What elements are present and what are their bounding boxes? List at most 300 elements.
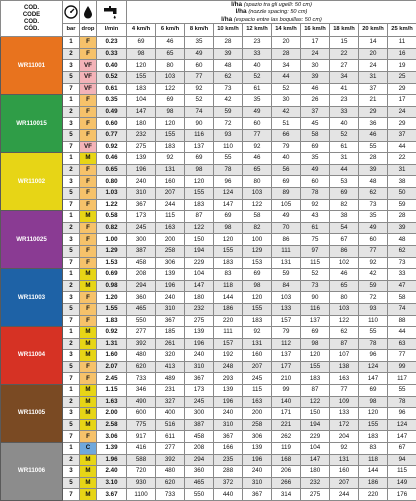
rate-cell-speed-5: 42 xyxy=(272,106,301,118)
pressure-bar-cell: 5 xyxy=(63,187,80,199)
rate-cell-speed-0: 465 xyxy=(127,303,156,315)
rate-cell-speed-3: 155 xyxy=(214,245,243,257)
rate-cell-speed-2: 194 xyxy=(185,245,214,257)
rate-cell-speed-8: 78 xyxy=(359,338,388,350)
rate-cell-speed-5: 59 xyxy=(272,269,301,281)
rate-cell-speed-2: 77 xyxy=(185,72,214,84)
rate-cell-speed-7: 103 xyxy=(330,303,359,315)
rate-cell-speed-0: 232 xyxy=(127,130,156,142)
flow-lmin-cell: 1.83 xyxy=(97,315,127,327)
lha-sub-en: (nozzle spacing: 50 cm) xyxy=(248,9,307,15)
table-row xyxy=(1,72,416,84)
table-row xyxy=(1,350,416,362)
pressure-bar-cell: 1 xyxy=(63,443,80,455)
nozzle-code-cell: WR110015 xyxy=(1,95,63,153)
rate-cell-speed-6: 275 xyxy=(301,489,330,501)
flow-lmin-cell: 0.52 xyxy=(97,72,127,84)
rate-cell-speed-8: 183 xyxy=(359,431,388,443)
table-row xyxy=(1,431,416,443)
rate-cell-speed-4: 61 xyxy=(243,83,272,95)
rate-cell-speed-8: 31 xyxy=(359,72,388,84)
flow-lmin-cell: 1.20 xyxy=(97,292,127,304)
rate-cell-speed-0: 139 xyxy=(127,153,156,165)
flow-lmin-cell: 0.92 xyxy=(97,141,127,153)
rate-cell-speed-8: 55 xyxy=(359,141,388,153)
rate-cell-speed-4: 155 xyxy=(243,303,272,315)
rate-cell-speed-4: 92 xyxy=(243,141,272,153)
lha-title-it: l/ha xyxy=(231,1,242,8)
droplet-class-cell: VF xyxy=(80,72,97,84)
droplet-class-cell: M xyxy=(80,477,97,489)
rate-cell-speed-1: 196 xyxy=(156,280,185,292)
rate-cell-speed-4: 92 xyxy=(243,327,272,339)
rate-cell-speed-2: 310 xyxy=(185,361,214,373)
rate-cell-speed-9: 58 xyxy=(388,292,416,304)
pressure-bar-cell: 5 xyxy=(63,130,80,142)
rate-cell-speed-6: 39 xyxy=(301,72,330,84)
rate-cell-speed-9: 11 xyxy=(388,37,416,49)
rate-cell-speed-8: 98 xyxy=(359,396,388,408)
pressure-bar-cell: 5 xyxy=(63,303,80,315)
pressure-bar-cell: 1 xyxy=(63,153,80,165)
rate-cell-speed-9: 16 xyxy=(388,48,416,60)
rate-cell-speed-1: 155 xyxy=(156,130,185,142)
flow-lmin-cell: 1.96 xyxy=(97,454,127,466)
rate-cell-speed-1: 139 xyxy=(156,269,185,281)
table-row xyxy=(1,187,416,199)
rate-cell-speed-2: 550 xyxy=(185,489,214,501)
rate-cell-speed-8: 29 xyxy=(359,106,388,118)
rate-cell-speed-2: 122 xyxy=(185,222,214,234)
flow-lmin-cell: 3.06 xyxy=(97,431,127,443)
rate-cell-speed-1: 92 xyxy=(156,153,185,165)
rate-cell-speed-9: 50 xyxy=(388,187,416,199)
rate-cell-speed-6: 60 xyxy=(301,176,330,188)
rate-cell-speed-7: 207 xyxy=(330,477,359,489)
rate-cell-speed-8: 60 xyxy=(359,234,388,246)
table-row xyxy=(1,466,416,478)
rate-cell-speed-6: 180 xyxy=(301,466,330,478)
rate-cell-speed-7: 33 xyxy=(330,106,359,118)
rate-cell-speed-6: 24 xyxy=(301,48,330,60)
rate-cell-speed-4: 160 xyxy=(243,350,272,362)
rate-cell-speed-7: 44 xyxy=(330,164,359,176)
rate-cell-speed-1: 65 xyxy=(156,48,185,60)
table-row xyxy=(1,83,416,95)
rate-cell-speed-2: 183 xyxy=(185,199,214,211)
bar-unit-label: bar xyxy=(63,24,80,37)
speed-header-6: 16 km/h xyxy=(301,24,330,37)
rate-cell-speed-2: 196 xyxy=(185,338,214,350)
rate-cell-speed-4: 183 xyxy=(243,315,272,327)
rate-cell-speed-0: 155 xyxy=(127,72,156,84)
rate-cell-speed-9: 117 xyxy=(388,373,416,385)
rate-cell-speed-3: 83 xyxy=(214,269,243,281)
flow-lmin-cell: 1.60 xyxy=(97,350,127,362)
rate-cell-speed-6: 122 xyxy=(301,396,330,408)
rate-cell-speed-0: 387 xyxy=(127,245,156,257)
rate-cell-speed-0: 240 xyxy=(127,176,156,188)
rate-cell-speed-3: 62 xyxy=(214,72,243,84)
rate-cell-speed-4: 163 xyxy=(243,396,272,408)
speed-header-1: 6 km/h xyxy=(156,24,185,37)
rate-cell-speed-1: 258 xyxy=(156,245,185,257)
droplet-class-cell: F xyxy=(80,361,97,373)
rate-cell-speed-9: 67 xyxy=(388,443,416,455)
rate-cell-speed-9: 63 xyxy=(388,338,416,350)
rate-cell-speed-2: 232 xyxy=(185,303,214,315)
rate-cell-speed-3: 372 xyxy=(214,477,243,489)
rate-cell-speed-5: 34 xyxy=(272,60,301,72)
rate-cell-speed-5: 131 xyxy=(272,257,301,269)
table-row xyxy=(1,199,416,211)
nozzle-code-cell: WR11002 xyxy=(1,153,63,211)
pressure-bar-cell: 7 xyxy=(63,431,80,443)
speed-header-3: 10 km/h xyxy=(214,24,243,37)
rate-cell-speed-2: 139 xyxy=(185,327,214,339)
rate-cell-speed-3: 96 xyxy=(214,176,243,188)
rate-cell-speed-7: 65 xyxy=(330,280,359,292)
pressure-bar-cell: 1 xyxy=(63,37,80,49)
table-row xyxy=(1,60,416,72)
droplet-class-cell: M xyxy=(80,489,97,501)
flow-lmin-cell: 0.40 xyxy=(97,60,127,72)
rate-cell-speed-6: 37 xyxy=(301,106,330,118)
rate-cell-speed-6: 69 xyxy=(301,141,330,153)
flow-lmin-cell: 0.82 xyxy=(97,222,127,234)
rate-cell-speed-0: 1100 xyxy=(127,489,156,501)
rate-cell-speed-4: 129 xyxy=(243,245,272,257)
rate-cell-speed-9: 22 xyxy=(388,153,416,165)
rate-cell-speed-0: 180 xyxy=(127,118,156,130)
rate-cell-speed-4: 65 xyxy=(243,164,272,176)
rate-cell-speed-3: 110 xyxy=(214,141,243,153)
droplet-class-cell: F xyxy=(80,164,97,176)
table-row xyxy=(1,48,416,60)
droplet-class-cell: M xyxy=(80,408,97,420)
flow-lmin-cell: 0.77 xyxy=(97,130,127,142)
rate-cell-speed-3: 240 xyxy=(214,408,243,420)
code-label-pt: CÓD. xyxy=(1,26,62,33)
rate-cell-speed-1: 516 xyxy=(156,419,185,431)
pressure-bar-cell: 3 xyxy=(63,292,80,304)
rate-cell-speed-1: 120 xyxy=(156,118,185,130)
rate-cell-speed-4: 49 xyxy=(243,106,272,118)
droplet-class-cell: VF xyxy=(80,60,97,72)
rate-cell-speed-3: 42 xyxy=(214,95,243,107)
rate-cell-speed-8: 220 xyxy=(359,489,388,501)
rate-cell-speed-8: 20 xyxy=(359,48,388,60)
rate-cell-speed-1: 277 xyxy=(156,443,185,455)
rate-cell-speed-9: 19 xyxy=(388,60,416,72)
rate-cell-speed-8: 92 xyxy=(359,257,388,269)
flow-lmin-cell: 0.61 xyxy=(97,83,127,95)
rate-cell-speed-5: 140 xyxy=(272,396,301,408)
rate-cell-speed-6: 35 xyxy=(301,153,330,165)
rate-cell-speed-8: 55 xyxy=(359,327,388,339)
rate-cell-speed-8: 35 xyxy=(359,211,388,223)
rate-cell-speed-6: 97 xyxy=(301,245,330,257)
rate-cell-speed-1: 400 xyxy=(156,408,185,420)
rate-cell-speed-7: 53 xyxy=(330,176,359,188)
table-row xyxy=(1,95,416,107)
rate-cell-speed-6: 26 xyxy=(301,95,330,107)
rate-cell-speed-0: 367 xyxy=(127,199,156,211)
rate-cell-speed-2: 90 xyxy=(185,118,214,130)
rate-cell-speed-4: 131 xyxy=(243,338,272,350)
rate-cell-speed-0: 275 xyxy=(127,141,156,153)
droplet-class-cell: F xyxy=(80,48,97,60)
rate-cell-speed-1: 207 xyxy=(156,187,185,199)
rate-cell-speed-5: 44 xyxy=(272,72,301,84)
rate-cell-speed-5: 51 xyxy=(272,118,301,130)
rate-cell-speed-4: 115 xyxy=(243,385,272,397)
rate-cell-speed-3: 186 xyxy=(214,303,243,315)
rate-cell-speed-2: 104 xyxy=(185,269,214,281)
rate-cell-speed-4: 367 xyxy=(243,489,272,501)
rate-cell-speed-0: 173 xyxy=(127,211,156,223)
rate-cell-speed-6: 78 xyxy=(301,187,330,199)
rate-cell-speed-4: 245 xyxy=(243,373,272,385)
rate-cell-speed-1: 183 xyxy=(156,141,185,153)
table-row xyxy=(1,141,416,153)
flow-lmin-cell: 0.46 xyxy=(97,153,127,165)
rate-cell-speed-4: 33 xyxy=(243,48,272,60)
table-row xyxy=(1,222,416,234)
lha-line-en xyxy=(127,8,416,15)
flow-lmin-cell: 1.63 xyxy=(97,396,127,408)
flow-lmin-cell: 0.58 xyxy=(97,211,127,223)
rate-cell-speed-1: 122 xyxy=(156,83,185,95)
rate-cell-speed-8: 37 xyxy=(359,83,388,95)
rate-cell-speed-9: 124 xyxy=(388,419,416,431)
lha-title-en: l/ha xyxy=(236,8,247,15)
rate-cell-speed-6: 104 xyxy=(301,443,330,455)
flow-lmin-cell: 0.98 xyxy=(97,280,127,292)
pressure-bar-cell: 3 xyxy=(63,176,80,188)
rate-cell-speed-4: 306 xyxy=(243,431,272,443)
rate-cell-speed-7: 163 xyxy=(330,373,359,385)
droplet-class-cell: F xyxy=(80,222,97,234)
rate-cell-speed-7: 172 xyxy=(330,419,359,431)
rate-cell-speed-7: 69 xyxy=(330,187,359,199)
code-label-en: CODE xyxy=(1,12,62,19)
rate-cell-speed-6: 150 xyxy=(301,408,330,420)
lha-header xyxy=(127,1,416,24)
rate-cell-speed-5: 262 xyxy=(272,431,301,443)
rate-cell-speed-7: 46 xyxy=(330,269,359,281)
rate-cell-speed-2: 49 xyxy=(185,48,214,60)
rate-cell-speed-0: 775 xyxy=(127,419,156,431)
rate-cell-speed-7: 54 xyxy=(330,222,359,234)
flow-lmin-cell: 2.00 xyxy=(97,408,127,420)
rate-cell-speed-6: 232 xyxy=(301,477,330,489)
pressure-bar-cell: 2 xyxy=(63,106,80,118)
rate-cell-speed-7: 133 xyxy=(330,408,359,420)
table-row xyxy=(1,130,416,142)
table-row xyxy=(1,443,416,455)
flow-lmin-cell: 1.39 xyxy=(97,443,127,455)
rate-cell-speed-1: 80 xyxy=(156,60,185,72)
rate-cell-speed-2: 92 xyxy=(185,83,214,95)
rate-cell-speed-3: 98 xyxy=(214,222,243,234)
rate-cell-speed-3: 196 xyxy=(214,396,243,408)
table-row xyxy=(1,385,416,397)
rate-cell-speed-6: 183 xyxy=(301,373,330,385)
lha-line-es xyxy=(127,16,416,23)
lha-line-it xyxy=(127,1,416,8)
speed-header-5: 14 km/h xyxy=(272,24,301,37)
rate-cell-speed-3: 293 xyxy=(214,373,243,385)
rate-cell-speed-8: 147 xyxy=(359,373,388,385)
rate-cell-speed-8: 93 xyxy=(359,303,388,315)
rate-cell-speed-0: 300 xyxy=(127,234,156,246)
droplet-class-cell: M xyxy=(80,269,97,281)
rate-cell-speed-4: 60 xyxy=(243,118,272,130)
nozzle-code-cell: WR11003 xyxy=(1,269,63,327)
droplet-class-cell: M xyxy=(80,350,97,362)
rate-cell-speed-1: 261 xyxy=(156,338,185,350)
rate-cell-speed-7: 204 xyxy=(330,431,359,443)
rate-cell-speed-0: 930 xyxy=(127,477,156,489)
rate-cell-speed-5: 171 xyxy=(272,408,301,420)
rate-cell-speed-5: 221 xyxy=(272,419,301,431)
droplet-class-cell: F xyxy=(80,187,97,199)
rate-cell-speed-6: 137 xyxy=(301,315,330,327)
rate-cell-speed-2: 150 xyxy=(185,234,214,246)
rate-cell-speed-9: 96 xyxy=(388,408,416,420)
pressure-bar-cell: 3 xyxy=(63,350,80,362)
rate-cell-speed-1: 244 xyxy=(156,199,185,211)
droplet-class-cell: M xyxy=(80,466,97,478)
rate-cell-speed-6: 17 xyxy=(301,37,330,49)
droplet-class-cell: F xyxy=(80,106,97,118)
flow-lmin-cell: 3.67 xyxy=(97,489,127,501)
rate-cell-speed-9: 48 xyxy=(388,234,416,246)
pressure-bar-cell: 5 xyxy=(63,419,80,431)
flow-lmin-cell: 1.03 xyxy=(97,187,127,199)
rate-cell-speed-5: 210 xyxy=(272,373,301,385)
rate-cell-speed-1: 98 xyxy=(156,106,185,118)
rate-cell-speed-0: 183 xyxy=(127,83,156,95)
nozzle-code-cell: WR11005 xyxy=(1,385,63,443)
droplet-class-cell: F xyxy=(80,245,97,257)
rate-cell-speed-0: 360 xyxy=(127,292,156,304)
droplet-class-cell: F xyxy=(80,257,97,269)
rate-cell-speed-6: 49 xyxy=(301,164,330,176)
rate-cell-speed-1: 131 xyxy=(156,164,185,176)
rate-cell-speed-3: 55 xyxy=(214,153,243,165)
rate-cell-speed-5: 103 xyxy=(272,292,301,304)
rate-cell-speed-0: 196 xyxy=(127,164,156,176)
table-body xyxy=(1,37,416,501)
rate-cell-speed-5: 86 xyxy=(272,234,301,246)
droplet-class-cell: C xyxy=(80,443,97,455)
rate-cell-speed-9: 17 xyxy=(388,95,416,107)
rate-cell-speed-1: 620 xyxy=(156,477,185,489)
code-label-it: COD. xyxy=(1,5,62,12)
rate-cell-speed-6: 61 xyxy=(301,222,330,234)
rate-cell-speed-8: 14 xyxy=(359,37,388,49)
rate-cell-speed-9: 47 xyxy=(388,280,416,292)
rate-cell-speed-9: 29 xyxy=(388,118,416,130)
table-row xyxy=(1,303,416,315)
table-row xyxy=(1,118,416,130)
flow-lmin-cell: 0.69 xyxy=(97,269,127,281)
rate-cell-speed-9: 78 xyxy=(388,396,416,408)
rate-cell-speed-0: 120 xyxy=(127,60,156,72)
pressure-bar-cell: 2 xyxy=(63,222,80,234)
rate-cell-speed-0: 620 xyxy=(127,361,156,373)
rate-cell-speed-9: 25 xyxy=(388,72,416,84)
rate-cell-speed-2: 155 xyxy=(185,187,214,199)
rate-cell-speed-0: 245 xyxy=(127,222,156,234)
rate-cell-speed-8: 120 xyxy=(359,408,388,420)
flow-lmin-cell: 0.23 xyxy=(97,37,127,49)
pressure-bar-cell: 3 xyxy=(63,408,80,420)
rate-cell-speed-5: 168 xyxy=(272,454,301,466)
rate-cell-speed-4: 35 xyxy=(243,95,272,107)
rate-cell-speed-7: 67 xyxy=(330,234,359,246)
flow-lmin-cell: 1.00 xyxy=(97,234,127,246)
table-row xyxy=(1,153,416,165)
rate-cell-speed-3: 139 xyxy=(214,385,243,397)
rate-cell-speed-2: 52 xyxy=(185,95,214,107)
rate-cell-speed-7: 61 xyxy=(330,141,359,153)
rate-cell-speed-0: 277 xyxy=(127,327,156,339)
rate-cell-speed-3: 166 xyxy=(214,443,243,455)
rate-cell-speed-0: 733 xyxy=(127,373,156,385)
rate-cell-speed-2: 74 xyxy=(185,106,214,118)
rate-cell-speed-9: 31 xyxy=(388,164,416,176)
lha-sub-it: (spazio tra gli ugelli: 50 cm) xyxy=(244,2,312,8)
rate-cell-speed-4: 77 xyxy=(243,130,272,142)
faucet-icon xyxy=(97,1,127,24)
rate-cell-speed-2: 116 xyxy=(185,130,214,142)
rate-cell-speed-2: 147 xyxy=(185,280,214,292)
rate-cell-speed-1: 306 xyxy=(156,257,185,269)
rate-cell-speed-5: 112 xyxy=(272,338,301,350)
table-row xyxy=(1,419,416,431)
pressure-bar-cell: 2 xyxy=(63,454,80,466)
rate-cell-speed-4: 80 xyxy=(243,176,272,188)
rate-cell-speed-4: 23 xyxy=(243,37,272,49)
rate-cell-speed-1: 611 xyxy=(156,431,185,443)
speed-header-4: 12 km/h xyxy=(243,24,272,37)
rate-cell-speed-9: 147 xyxy=(388,431,416,443)
rate-cell-speed-1: 413 xyxy=(156,361,185,373)
water-drop-icon xyxy=(80,1,97,24)
rate-cell-speed-4: 153 xyxy=(243,257,272,269)
rate-cell-speed-7: 41 xyxy=(330,83,359,95)
rate-cell-speed-9: 24 xyxy=(388,106,416,118)
flow-lmin-cell: 2.45 xyxy=(97,373,127,385)
pressure-bar-cell: 7 xyxy=(63,83,80,95)
pressure-bar-cell: 1 xyxy=(63,327,80,339)
pressure-bar-cell: 2 xyxy=(63,338,80,350)
pressure-bar-cell: 5 xyxy=(63,361,80,373)
table-row xyxy=(1,373,416,385)
rate-cell-speed-4: 52 xyxy=(243,72,272,84)
droplet-class-cell: VF xyxy=(80,141,97,153)
rate-cell-speed-5: 99 xyxy=(272,385,301,397)
flow-lmin-cell: 1.29 xyxy=(97,245,127,257)
rate-cell-speed-4: 122 xyxy=(243,199,272,211)
table-row xyxy=(1,408,416,420)
rate-cell-speed-3: 72 xyxy=(214,118,243,130)
rate-cell-speed-6: 116 xyxy=(301,303,330,315)
pressure-bar-cell: 3 xyxy=(63,60,80,72)
